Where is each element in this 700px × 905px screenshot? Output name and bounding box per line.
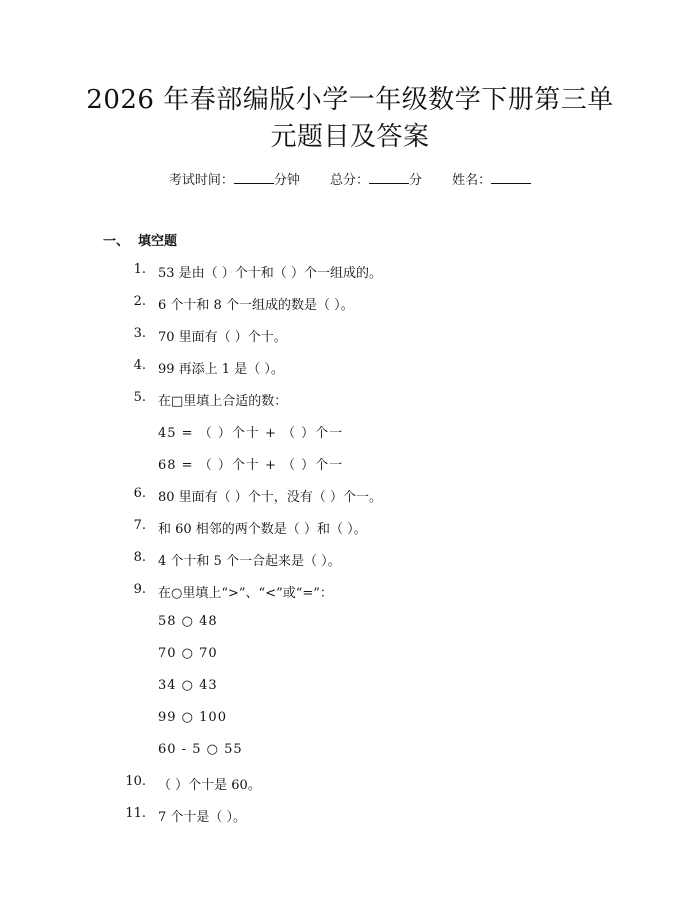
question-11 xyxy=(125,806,247,825)
question-number: 8. xyxy=(133,550,146,565)
question-8 xyxy=(133,550,341,569)
question-3 xyxy=(133,326,287,345)
question-1 xyxy=(133,262,382,281)
question-5 xyxy=(133,390,288,409)
question-5-item-1: 45 = （ ）个十 + （ ）个一 xyxy=(158,426,344,441)
question-2 xyxy=(133,294,354,313)
question-10 xyxy=(125,774,261,793)
exam-time-blank xyxy=(234,171,274,184)
question-9-item-3: 34 ○ 43 xyxy=(158,678,218,693)
question-number: 10. xyxy=(125,774,146,789)
total-score-unit: 分 xyxy=(409,173,423,188)
question-text: 70 里面有（ ）个十。 xyxy=(158,330,287,345)
question-text: 7 个十是（ ）。 xyxy=(158,810,247,825)
total-score-label: 总分： xyxy=(329,173,369,188)
exam-meta xyxy=(0,169,700,188)
question-9-item-5: 60 - 5 ○ 55 xyxy=(158,742,243,757)
document-title-line-1: 2026 年春部编版小学一年级数学下册第三单 xyxy=(86,85,614,115)
student-name-field xyxy=(452,169,531,188)
question-number: 6. xyxy=(133,486,146,501)
total-score-blank xyxy=(369,171,409,184)
question-text: 4 个十和 5 个一合起来是（ ）。 xyxy=(158,554,341,569)
question-text: 和 60 相邻的两个数是（ ）和（ ）。 xyxy=(158,522,367,537)
question-text: （ ）个十是 60。 xyxy=(158,778,261,793)
question-number: 1. xyxy=(133,262,146,277)
question-9-item-4: 99 ○ 100 xyxy=(158,710,227,725)
question-9 xyxy=(133,582,333,601)
question-9-item-2: 70 ○ 70 xyxy=(158,646,218,661)
question-number: 5. xyxy=(133,390,146,405)
section-number: 一、 xyxy=(103,234,130,249)
question-5-item-2: 68 = （ ）个十 + （ ）个一 xyxy=(158,458,344,473)
question-text: 99 再添上 1 是（ ）。 xyxy=(158,362,284,377)
question-number: 2. xyxy=(133,294,146,309)
section-heading xyxy=(103,230,177,249)
question-text: 6 个十和 8 个一组成的数是（ ）。 xyxy=(158,298,354,313)
section-title: 填空题 xyxy=(138,234,178,249)
exam-time-field xyxy=(169,169,300,188)
total-score-field xyxy=(330,169,422,188)
question-9-item-1: 58 ○ 48 xyxy=(158,614,218,629)
document-title-line-2: 元题目及答案 xyxy=(270,122,430,152)
question-text: 53 是由（ ）个十和（ ）个一组成的。 xyxy=(158,266,382,281)
student-name-label: 姓名： xyxy=(452,173,492,188)
question-number: 3. xyxy=(133,326,146,341)
question-text: 在□里填上合适的数： xyxy=(158,394,288,409)
question-number: 4. xyxy=(133,358,146,373)
question-text: 在○里填上“>”、“<”或“=”： xyxy=(158,586,333,601)
question-number: 9. xyxy=(133,582,146,597)
question-number: 7. xyxy=(133,518,146,533)
question-text: 80 里面有（ ）个十，没有（ ）个一。 xyxy=(158,490,382,505)
exam-time-label: 考试时间： xyxy=(168,173,234,188)
question-7 xyxy=(133,518,367,537)
exam-time-unit: 分钟 xyxy=(273,173,300,188)
question-6 xyxy=(133,486,382,505)
student-name-blank xyxy=(491,171,531,184)
question-number: 11. xyxy=(125,806,146,821)
question-4 xyxy=(133,358,284,377)
